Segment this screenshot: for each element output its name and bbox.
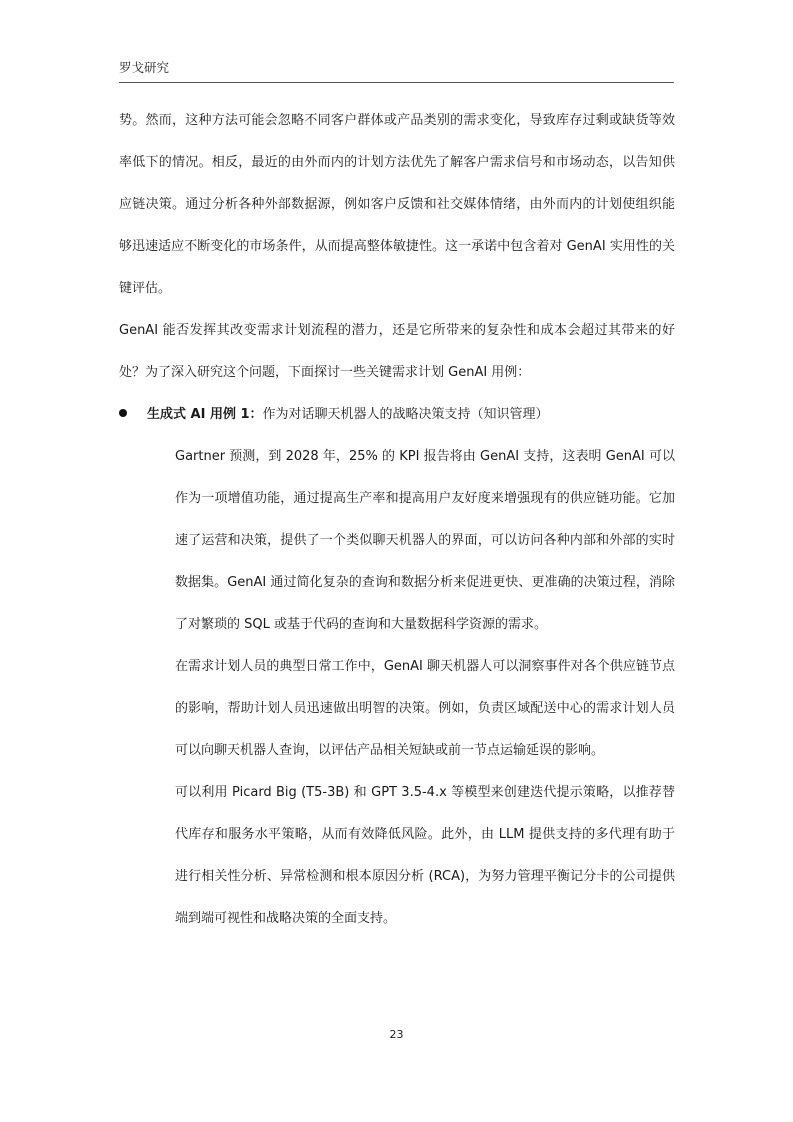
body-paragraph-1: 势。然而，这种方法可能会忽略不同客户群体或产品类别的需求变化，导致库存过剩或缺货等效率低下的情况。相反，最近的由外而内的计划方法优先了解客户需求信号和市场动态，以告知供应链决策。通过分析各种外部数据源，例如客户反馈和社交媒体情绪，由外而内的计划使组织能够迅速适应不断变化的市场条件，从而提高整体敏捷性。这一承诺中包含着对 GenAI 实用性的关键评估。 [119, 113, 675, 296]
bullet-text-wrap [147, 394, 675, 436]
page-header [119, 58, 674, 83]
use-case-body [175, 436, 675, 940]
bullet-dot-icon [119, 409, 127, 417]
use-case-bullet [119, 394, 675, 436]
use-case-paragraph-1: Gartner 预测，到 2028 年，25% 的 KPI 报告将由 GenAI 支持，这表明 GenAI 可以作为一项增值功能，通过提高生产率和提高用户友好度来增强现有的供应链功能。它加速了运营和决策，提供了一个类似聊天机器人的界面，可以访问各种内部和外部的实时数据集。GenAI 通过简化复杂的查询和数据分析来促进更快、更准确的决策过程，消除了对繁琐的 SQL 或基于代码的查询和大量数据科学资源的需求。 [175, 449, 675, 632]
page-number: 23 [389, 1028, 404, 1041]
page-content [119, 100, 675, 940]
use-case-title: 作为对话聊天机器人的战略决策支持（知识管理） [262, 407, 549, 422]
use-case-paragraph-2: 在需求计划人员的典型日常工作中，GenAI 聊天机器人可以洞察事件对各个供应链节点的影响，帮助计划人员迅速做出明智的决策。例如，负责区域配送中心的需求计划人员可以向聊天机器人查询，以评估产品相关短缺或前一节点运输延误的影响。 [175, 659, 675, 758]
header-title: 罗戈研究 [119, 60, 170, 75]
use-case-paragraph-3: 可以利用 Picard Big (T5-3B) 和 GPT 3.5-4.x 等模型来创建迭代提示策略，以推荐替代库存和服务水平策略，从而有效降低风险。此外，由 LLM 提供支持的多代理有助于进行相关性分析、异常检测和根本原因分析 (RCA)，为努力管理平衡记分卡的公司提供端到端可视性和战略决策的全面支持。 [175, 785, 675, 926]
use-case-label: 生成式 AI 用例 1： [147, 407, 263, 422]
body-paragraph-2: GenAI 能否发挥其改变需求计划流程的潜力，还是它所带来的复杂性和成本会超过其带来的好处？为了深入研究这个问题，下面探讨一些关键需求计划 GenAI 用例： [119, 323, 675, 380]
